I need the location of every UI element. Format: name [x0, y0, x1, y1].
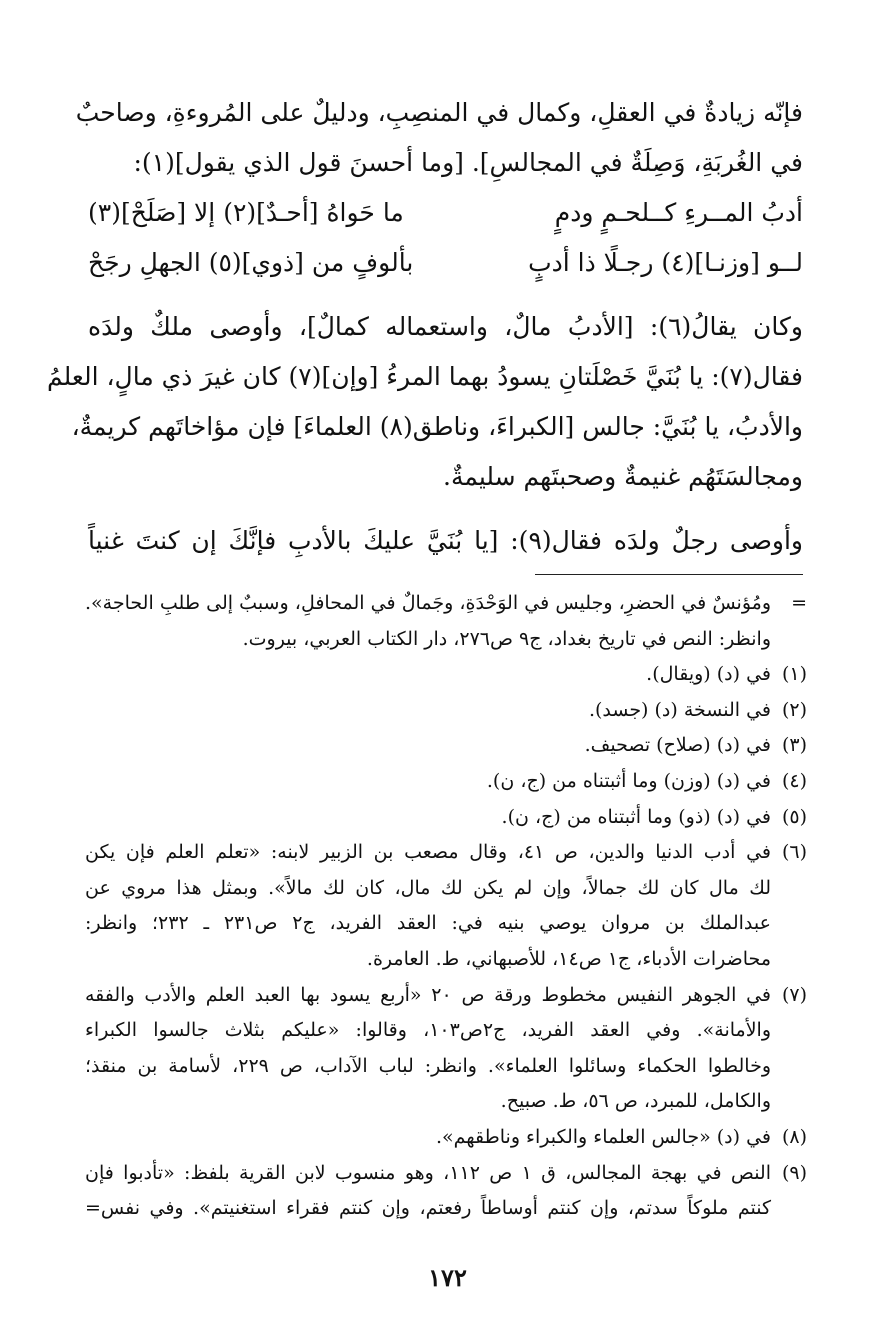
footnote-separator [535, 574, 803, 575]
footnote-line: في الجوهر النفيس مخطوط ورقة ص ٢٠ «أربع يسود بها العبد العلم والأدب والفقه [85, 983, 771, 1006]
footnote [85, 835, 807, 977]
verse-first-hemistich: لــو [وزنـا](٤) رجـلًا ذا أدبٍ [528, 248, 803, 277]
footnote [85, 978, 807, 1120]
text-line: في الغُربَةِ، وَصِلَةٌ في المجالسِ]. [وما أحسنَ قول الذي يقول](١): [133, 148, 803, 177]
footnote [85, 1120, 807, 1156]
text-line: وأوصى رجلٌ ولدَه فقال(٩): [يا بُنَيَّ عليكَ بالأدبِ فإنَّكَ إن كنتَ غنياً [88, 526, 804, 555]
footnote-line: في (د) (صلاح) تصحيف. [584, 734, 771, 757]
text-line: والأدبُ، يا بُنَيَّ: جالس [الكبراءَ، وناطق(٨) العلماءَ] فإن مؤاخاتَهم كريمةٌ، [71, 412, 803, 441]
footnote-number: (٦) [781, 841, 807, 864]
footnote-number: (٧) [781, 983, 807, 1006]
text-line: فقال(٧): يا بُنَيَّ خَصْلَتانِ يسودُ بهما المرءُ [وإن](٧) كان غيرَ ذي مالٍ، العلمُ [47, 362, 803, 391]
footnote-line: والكامل، للمبرد، ص ٥٦، ط. صبيح. [500, 1090, 771, 1113]
text-line: وكان يقالُ(٦): [الأدبُ مالٌ، واستعماله كمالٌ]، وأوصى ملكٌ ولدَه [88, 312, 803, 341]
footnote-line: لك مال كان لك جمالاً، وإن لم يكن لك مال، كان لك مالاً». وبمثل هذا مروي عن [85, 876, 771, 899]
footnote-number: (٢) [781, 698, 807, 721]
footnote-line: في أدب الدنيا والدين، ص ٤١، وقال مصعب بن الزبير لابنه: «تعلم العلم فإن يكن [85, 841, 771, 864]
footnote-number: (١) [781, 663, 807, 686]
footnote-line: في (د) (ذو) وما أثبتناه من (ج، ن). [501, 805, 771, 828]
footnotes [85, 586, 807, 1227]
footnote-line: في (د) «جالس العلماء والكبراء وناطقهم». [435, 1125, 771, 1148]
footnote-number: (٣) [781, 734, 807, 757]
footnote [85, 1156, 807, 1227]
footnote-number: (٩) [781, 1161, 807, 1184]
footnote-line: كنتم ملوكاً سدتم، وإن كنتم أوساطاً رفعتم، وإن كنتم فقراء استغنيتم». وفي نفس= [85, 1197, 771, 1220]
footnote [85, 800, 807, 836]
footnote-line: عبدالملك بن مروان يوصي بنيه في: العقد الفريد، ج٢ ص٢٣١ ـ ٢٣٢؛ وانظر: [85, 912, 771, 935]
footnote-line: ومُؤنسٌ في الحضرِ، وجليس في الوَحْدَةِ، وجَمالٌ في المحافلِ، وسببٌ إلى طلبِ الحاجة». [85, 592, 771, 614]
footnote-number: (٨) [781, 1125, 807, 1148]
footnote [85, 586, 807, 657]
poem-verse [88, 188, 803, 238]
verse-second-hemistich: بألوفٍ من [ذوي](٥) الجهلِ رجَحْ [88, 248, 414, 277]
text-line: ومجالسَتَهُم غنيمةٌ وصحبتَهم سليمةٌ. [443, 462, 803, 491]
verse-second-hemistich: ما حَواهُ [أحـدٌ](٢) إلا [صَلَحْ](٣) [88, 198, 404, 227]
page-number: ١٧٢ [428, 1263, 467, 1292]
footnote-line: في النسخة (د) (جسد). [588, 698, 771, 721]
footnote-line: النص في بهجة المجالس، ق ١ ص ١١٢، وهو منسوب لابن القرية بلفظ: «تأدبوا فإن [85, 1161, 771, 1184]
footnote-line: والأمانة». وفي العقد الفريد، ج٢ص١٠٣، وقالوا: «عليكم بثلاث جالسوا الكبراء [85, 1019, 771, 1042]
verse-first-hemistich: أدبُ المــرءِ كــلحـمٍ ودمٍ [554, 198, 803, 227]
footnote [85, 764, 807, 800]
footnote-line: في (د) (وزن) وما أثبتناه من (ج، ن). [486, 769, 771, 792]
main-text [47, 88, 804, 566]
footnote-line: وخالطوا الحكماء وسائلوا العلماء». وانظر: لباب الآداب، ص ٢٢٩، لأسامة بن منقذ؛ [85, 1054, 771, 1077]
footnote-line: محاضرات الأدباء، ج١ ص١٤، للأصبهاني، ط. العامرة. [366, 947, 771, 970]
footnote-number: (٥) [781, 805, 807, 828]
footnote-line: في (د) (ويقال). [646, 663, 771, 686]
footnote [85, 693, 807, 729]
poem-verse [88, 238, 803, 288]
footnote-number: (٤) [781, 769, 807, 792]
text-line: فإنّه زيادةٌ في العقلِ، وكمال في المنصِبِ، ودليلٌ على المُروءةِ، وصاحبٌ [75, 98, 803, 127]
footnote-number: = [791, 592, 807, 614]
footnote-line: وانظر: النص في تاريخ بغداد، ج٩ ص٢٧٦، دار الكتاب العربي، بيروت. [242, 627, 771, 650]
footnote [85, 728, 807, 764]
footnote [85, 657, 807, 693]
